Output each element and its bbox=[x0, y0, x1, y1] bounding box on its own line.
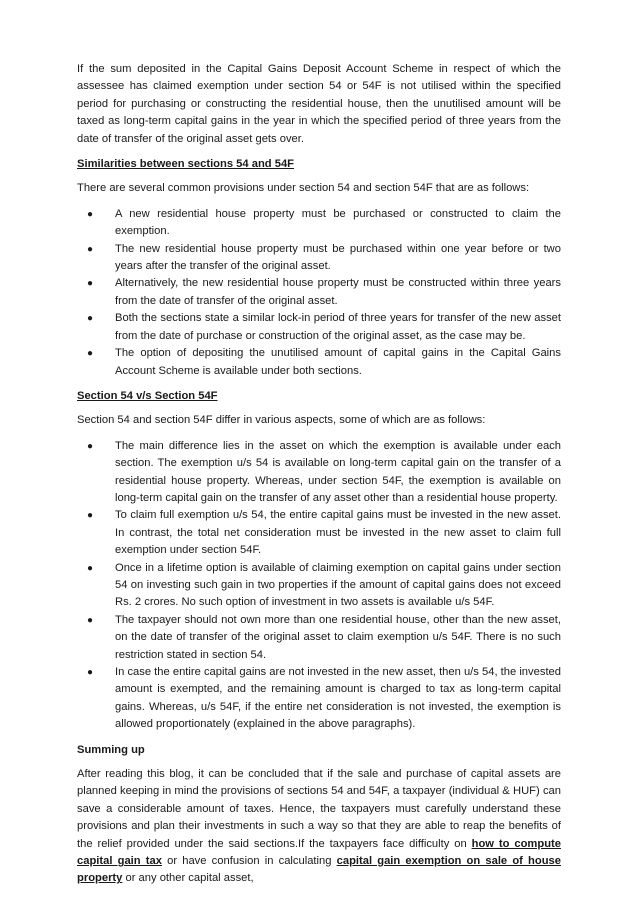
list-item: ● In case the entire capital gains are not invested in the new asset, then u/s 54, the invested amount is exempted, and the remaining amount is charged to tax as long-term capital gains. Whereas, u/s 54F, if the entire net consideration is not invested, the exemption is allowed proportionately (explained in the above paragraphs). bbox=[87, 666, 561, 731]
capital-gain-exemption-link[interactable]: capital gain exemption on sale of house property bbox=[77, 855, 561, 885]
summing-up-paragraph: After reading this blog, it can be concluded that if the sale and purchase of capital assets are planned keeping in mind the provisions of sections 54 and 54F, a taxpayer (individual & HUF) can save a considerable amount of taxes. Hence, the taxpayers must carefully understand these provisions and plan their investments in such a way so that they are able to reap the benefits of the relief provided under the said sections.If the taxpayers face difficulty on how to compute capital gain tax or have confusion in calculating capital gain exemption on sale of house property or any other capital asset, bbox=[77, 768, 561, 885]
bullet-icon: ● bbox=[87, 440, 94, 452]
bullet-icon: ● bbox=[87, 313, 94, 325]
document-page bbox=[77, 61, 561, 896]
list-item: ● Alternatively, the new residential house property must be constructed within three years from the date of transfer of the original asset. bbox=[87, 277, 561, 307]
bullet-icon: ● bbox=[87, 278, 94, 290]
bullet-icon: ● bbox=[87, 208, 94, 220]
similarities-list bbox=[77, 206, 561, 380]
bullet-icon: ● bbox=[87, 667, 94, 678]
bullet-icon: ● bbox=[87, 614, 94, 626]
bullet-icon: ● bbox=[87, 243, 94, 255]
list-item: ● The option of depositing the unutilised amount of capital gains in the Capital Gains Account Scheme is available under both sections. bbox=[87, 347, 561, 377]
list-item: ● The new residential house property must be purchased within one year before or two years after the transfer of the original asset. bbox=[87, 242, 561, 273]
bullet-icon: ● bbox=[87, 510, 94, 522]
similarities-intro: There are several common provisions under section 54 and section 54F that are as follows: bbox=[77, 182, 530, 195]
list-item: ● A new residential house property must be purchased or constructed to claim the exemption. bbox=[87, 207, 561, 238]
intro-paragraph: If the sum deposited in the Capital Gains Deposit Account Scheme in respect of which the assessee has claimed exemption under section 54 or 54F is not utilised within the specified period for purchasing or constructing the residential house, then the unutilised amount will be taxed as long-term capital gains in the year in which the specified period of three years from the date of transfer of the original asset gets over. bbox=[77, 63, 561, 145]
bullet-icon: ● bbox=[87, 348, 94, 360]
differences-intro: Section 54 and section 54F differ in various aspects, some of which are as follows: bbox=[77, 414, 486, 427]
compute-capital-gain-tax-link[interactable]: how to compute capital gain tax bbox=[77, 837, 561, 868]
list-item: ● The main difference lies in the asset on which the exemption is available under each section. The exemption u/s 54 is available on long-term capital gain on the transfer of a residential house property. Whereas, under section 54F, the exemption is available on long-term capital gain on the transfer of any asset other than a residential house property. bbox=[87, 439, 561, 504]
differences-list bbox=[77, 438, 561, 734]
list-item: ● To claim full exemption u/s 54, the entire capital gains must be invested in the new asset. In contrast, the total net consideration must be invested in the new asset to claim full exemption under section 54F. bbox=[87, 509, 561, 557]
list-item: ● Once in a lifetime option is available of claiming exemption on capital gains under section 54 on investing such gain in two properties if the amount of capital gains does not exceed Rs. 2 crores. No such option of investment in two assets is available u/s 54F. bbox=[87, 561, 561, 609]
list-item: ● The taxpayer should not own more than one residential house, other than the new asset, on the date of transfer of the original asset to claim exemption u/s 54F. There is no such restriction stated in section 54. bbox=[87, 613, 561, 661]
summing-up-heading: Summing up bbox=[77, 743, 145, 756]
list-item: ● Both the sections state a similar lock-in period of three years for transfer of the new asset from the date of purchase or construction of the original asset, as the case may be. bbox=[87, 312, 561, 342]
similarities-heading: Similarities between sections 54 and 54F bbox=[77, 158, 294, 171]
bullet-icon: ● bbox=[87, 562, 94, 574]
differences-heading: Section 54 v/s Section 54F bbox=[77, 389, 218, 402]
